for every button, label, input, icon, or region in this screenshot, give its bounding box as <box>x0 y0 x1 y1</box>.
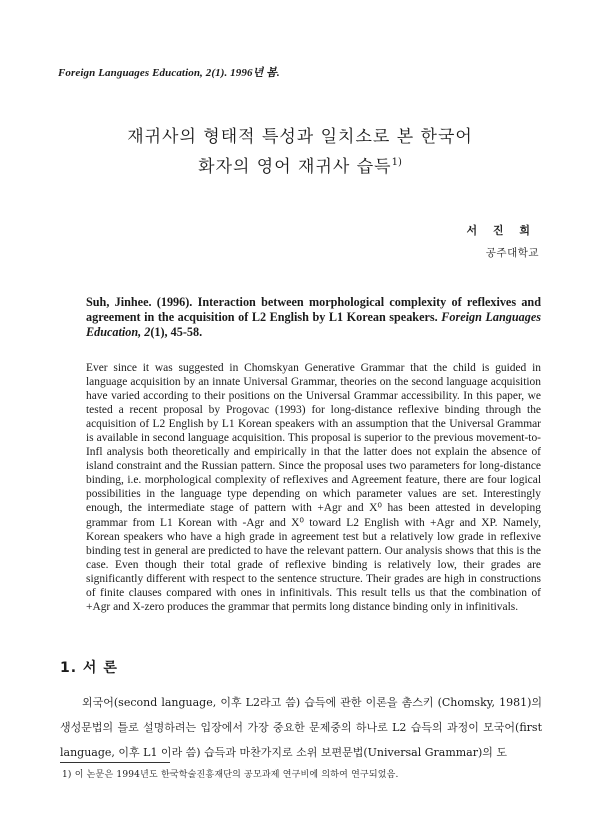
running-head: Foreign Languages Education, 2(1). 1996년 봄. <box>58 67 280 79</box>
title-line-2-text: 화자의 영어 재귀사 습득 <box>198 157 392 177</box>
footnote-divider <box>60 762 170 763</box>
title-line-1: 재귀사의 형태적 특성과 일치소로 본 한국어 <box>127 127 473 147</box>
title-footnote-mark[interactable]: 1) <box>391 157 402 168</box>
section-body <box>60 690 542 765</box>
title-line-2 <box>0 152 600 177</box>
abstract-text: Ever since it was suggested in Chomskyan Generative Grammar that the child is guided in language acquisition by an innate Universal Grammar, theories on the second language acquisition have varied according to their positions on the Universal Grammar accessibility. In this paper, we tested a recent proposal by Progovac (1993) for long-distance reflexive binding through the acquisition of L2 English by L1 Korean speakers with an assumption that the Universal Grammar is available in second language acquisition. This proposal is superior to the previous movement-to-Infl analysis both theoretically and empirically in that the latter does not explain the absence of island constraint and the Russian pattern. Since the proposal uses two parameters for long-distance binding, i.e. morphological complexity of reflexives and Agreement feature, there are four logical possibilities in the language type depending on which parameter values are set. Interestingly enough, the intermediate stage of pattern with +Agr and X⁰ has been attested in developing grammar from L1 Korean with -Agr and X⁰ toward L2 English with +Agr and XP. Namely, Korean speakers who have a high grade in agreement test but a relatively low grade in reflexive binding test in general are predicted to have the relevant pattern. Our analysis shows that this is the case. Even though their total grade of reflexive binding is relatively low, their grades are significantly different with respect to the sentence structure. Their grades are high in constructions of finite clauses compared with ones in infinitivals. This result tells us that the combination of +Agr and X-zero produces the grammar that permits long distance binding only in infinitivals. <box>86 362 541 613</box>
citation-issue-pages: (1), 45-58. <box>150 325 203 339</box>
section-paragraph: 외국어(second language, 이후 L2라고 씀) 습득에 관한 이론을 촘스키 (Chomsky, 1981)의 생성문법의 틀로 설명하려는 입장에서 가장 중요한 문제중의 하나로 L2 습득의 과정이 모국어(first language, 이후 L1 이라 씀) 습득과 마찬가지로 소위 보편문법(Universal Grammar)의 도 <box>60 696 542 759</box>
author-affiliation: 공주대학교 <box>485 247 539 259</box>
citation-journal: Foreign Languages Education, 2 <box>86 310 541 339</box>
section-heading: 1. 서 론 <box>60 660 118 676</box>
footnote: 1) 이 논문은 1994년도 한국학술진흥재단의 공모과제 연구비에 의하여 연구되었음. <box>62 770 399 780</box>
author-name: 서 진 희 <box>466 224 536 237</box>
citation-block <box>86 295 541 340</box>
abstract <box>86 361 541 614</box>
citation-text: Suh, Jinhee. (1996). Interaction between morphological complexity of reflexives and agreement in the acquisition of L2 English by L1 Korean speakers. <box>86 295 541 324</box>
